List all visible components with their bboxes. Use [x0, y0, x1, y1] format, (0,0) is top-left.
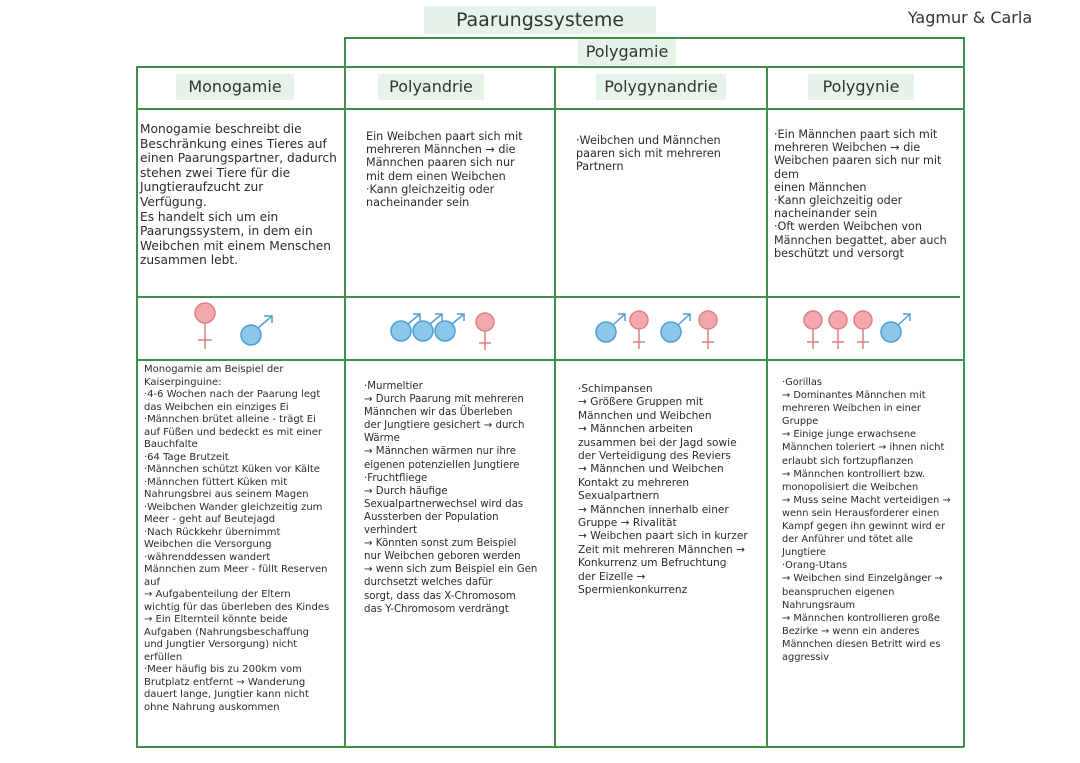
- text-line: verhindert: [364, 525, 417, 537]
- male-symbol-icon: [661, 314, 690, 342]
- text-line: ·Oft werden Weibchen von: [774, 220, 922, 234]
- text-line: Männchen diesen Betritt wird es: [782, 638, 941, 650]
- text-line: → Männchen wärmen nur ihre: [364, 446, 517, 458]
- text-line: → Männchen und Weibchen: [578, 463, 724, 476]
- grid-line: [554, 66, 556, 747]
- text-line: Jungtieraufzucht zur: [140, 180, 264, 195]
- text-line: Ein Weibchen paart sich mit: [366, 130, 523, 143]
- text-line: Kampf gegen ihn gewinnt wird er: [782, 521, 945, 533]
- symbols-monogamie: [180, 300, 290, 356]
- text-line: Männchen begattet, aber auch: [774, 233, 947, 247]
- grid-line: [344, 66, 346, 747]
- text-line: dauert lange, Jungtier kann nicht: [144, 689, 309, 700]
- page-title: Paarungssysteme: [424, 6, 656, 34]
- text-line: Gruppe → Rivalität: [578, 517, 677, 530]
- text-line: Aussterben der Population: [364, 511, 499, 523]
- text-line: und Jungtier Versorgung) nicht: [144, 639, 298, 650]
- text-line: Männchen und Weibchen: [578, 409, 712, 422]
- text-line: Beschränkung eines Tieres auf: [140, 136, 327, 151]
- text-line: → Männchen kontrollieren große: [782, 612, 940, 624]
- male-symbol-icon: [596, 314, 625, 342]
- text-line: wichtig für das überleben des Kindes: [144, 601, 330, 613]
- text-line: mehreren Männchen → die: [366, 143, 516, 157]
- header-polygynandrie: Polygynandrie: [596, 74, 726, 100]
- female-symbol-icon: [630, 311, 648, 349]
- text-line: ·Meer häufig bis zu 200km vom: [144, 664, 302, 675]
- text-line: Bauchfalte: [144, 439, 198, 450]
- text-line: einen Männchen: [774, 180, 867, 194]
- text-line: ·Männchen füttert Küken mit: [144, 476, 288, 488]
- text-line: Sexualpartnerwechsel wird das: [364, 498, 524, 510]
- definition-monogamie: [140, 122, 344, 268]
- text-line: Brutplatz entfernt → Wanderung: [144, 676, 306, 688]
- text-line: Kontakt zu mehreren: [578, 476, 690, 489]
- definition-polyandrie: [366, 130, 552, 209]
- text-line: ·4-6 Wochen nach der Paarung legt: [144, 389, 321, 400]
- text-line: Partnern: [576, 160, 624, 174]
- text-line: → Einige junge erwachsene: [782, 429, 917, 441]
- grid-line: [136, 746, 964, 748]
- text-line: ·64 Tage Brutzeit: [144, 451, 229, 463]
- text-line: eigenen potenziellen Jungtiere: [364, 459, 520, 471]
- text-line: nur Weibchen geboren werden: [364, 551, 521, 563]
- text-line: sorgt, dass das X-Chromosom: [364, 590, 516, 602]
- text-line: ·Männchen brütet alleine - trägt Ei: [144, 414, 316, 425]
- definition-polygynie: [774, 128, 960, 260]
- female-symbol-icon: [195, 303, 215, 349]
- text-line: Es handelt sich um ein: [140, 209, 279, 224]
- text-line: ·Gorillas: [782, 377, 823, 388]
- text-line: Nahrungsraum: [782, 599, 856, 611]
- symbols-polygynie: [798, 300, 922, 356]
- text-line: nacheinander sein: [774, 207, 878, 221]
- text-line: aggressiv: [782, 651, 830, 663]
- female-symbol-icon: [476, 313, 494, 350]
- grid-line: [136, 108, 964, 110]
- text-line: stehen zwei Tiere für die: [140, 165, 291, 180]
- male-symbol-icon: [881, 314, 910, 342]
- text-line: Wärme: [364, 433, 400, 445]
- female-symbol-icon: [804, 311, 822, 349]
- text-line: Männchen paaren sich nur: [366, 156, 515, 170]
- text-line: → Männchen arbeiten: [578, 423, 693, 436]
- text-line: → Muss seine Macht verteidigen →: [782, 494, 951, 506]
- grid-line: [963, 37, 965, 67]
- text-line: einen Paarungspartner, dadurch: [140, 151, 337, 166]
- text-line: Zeit mit mehreren Männchen →: [578, 543, 746, 556]
- text-line: Männchen wir das Überleben: [364, 407, 513, 419]
- grid-line: [136, 359, 964, 361]
- text-line: monopolisiert die Weibchen: [782, 481, 919, 493]
- text-line: Aufgaben (Nahrungsbeschaffung: [144, 626, 309, 638]
- text-line: → Männchen innerhalb einer: [578, 503, 729, 516]
- example-polygynie: [782, 376, 960, 664]
- text-line: mehreren Weibchen in einer: [782, 403, 921, 415]
- text-line: mehreren Weibchen → die: [774, 141, 921, 155]
- grid-line: [136, 66, 138, 747]
- text-line: Meer - geht auf Beutejagd: [144, 514, 276, 525]
- text-line: der Eizelle →: [578, 570, 646, 583]
- text-line: → Könnten sonst zum Beispiel: [364, 538, 517, 550]
- text-line: Konkurrenz um Befruchtung: [578, 557, 727, 570]
- text-line: Weibchen paaren sich nur mit dem: [774, 154, 942, 181]
- text-line: Bezirke → wenn ein anderes: [782, 625, 920, 637]
- text-line: Spermienkonkurrenz: [578, 584, 688, 597]
- text-line: Männchen zum Meer - füllt Reserven: [144, 564, 328, 575]
- header-polygynie: Polygynie: [808, 74, 914, 100]
- text-line: zusammen bei der Jagd sowie: [578, 436, 737, 449]
- text-line: Weibchen mit einem Menschen: [140, 238, 331, 253]
- text-line: Jungtiere: [782, 547, 826, 559]
- text-line: → Weibchen paart sich in kurzer: [578, 530, 748, 543]
- text-line: Männchen toleriert → ihnen nicht: [782, 442, 945, 454]
- text-line: → Durch häufige: [364, 485, 448, 497]
- text-line: ·währenddessen wandert: [144, 551, 271, 563]
- text-line: erlaubt sich fortzupflanzen: [782, 455, 914, 467]
- text-line: ·Kann gleichzeitig oder: [774, 194, 903, 208]
- text-line: → Größere Gruppen mit: [578, 396, 703, 409]
- grid-line: [963, 66, 965, 747]
- text-line: auf Füßen und bedeckt es mit einer: [144, 426, 322, 438]
- text-line: ·Orang-Utans: [782, 560, 848, 572]
- text-line: → Aufgabenteilung der Eltern: [144, 589, 291, 600]
- text-line: durchsetzt welches dafür: [364, 577, 493, 589]
- symbols-polyandrie: [384, 300, 508, 356]
- symbols-polygynandrie: [592, 300, 728, 356]
- text-line: Verfügung.: [140, 194, 207, 209]
- text-line: wenn sein Herausforderer einen: [782, 507, 940, 519]
- text-line: → wenn sich zum Beispiel ein Gen: [364, 564, 538, 576]
- text-line: der Anführer und tötet alle: [782, 534, 914, 546]
- female-symbol-icon: [854, 311, 872, 349]
- text-line: ·Ein Männchen paart sich mit: [774, 128, 938, 141]
- grid-line: [136, 66, 964, 68]
- text-line: → Dominantes Männchen mit: [782, 390, 926, 402]
- text-line: paaren sich mit mehreren: [576, 147, 721, 161]
- text-line: ·Fruchtfliege: [364, 472, 428, 484]
- header-monogamie: Monogamie: [176, 74, 294, 100]
- male-symbol-icon: [435, 314, 464, 341]
- text-line: ·Schimpansen: [578, 383, 653, 395]
- polygamie-header: Polygamie: [578, 39, 676, 65]
- text-line: Nahrungsbrei aus seinem Magen: [144, 489, 309, 500]
- text-line: Kaiserpinguine:: [144, 376, 222, 388]
- text-line: beanspruchen eigenen: [782, 586, 895, 598]
- text-line: Weibchen die Versorgung: [144, 539, 272, 550]
- text-line: ·Nach Rückkehr übernimmt: [144, 526, 281, 538]
- female-symbol-icon: [829, 311, 847, 349]
- text-line: Monogamie am Beispiel der: [144, 364, 284, 375]
- text-line: Paarungssystem, in dem ein: [140, 224, 313, 239]
- text-line: → Durch Paarung mit mehreren: [364, 394, 524, 406]
- text-line: → Ein Elternteil könnte beide: [144, 614, 288, 625]
- text-line: ·Männchen schützt Küken vor Kälte: [144, 464, 320, 475]
- text-line: beschützt und versorgt: [774, 246, 904, 260]
- grid-line: [344, 37, 346, 67]
- text-line: ·Weibchen Wander gleichzeitig zum: [144, 501, 323, 513]
- text-line: → Weibchen sind Einzelgänger →: [782, 573, 943, 585]
- example-monogamie: [144, 364, 342, 714]
- text-line: nacheinander sein: [366, 196, 470, 210]
- text-line: ·Weibchen und Männchen: [576, 134, 721, 147]
- female-symbol-icon: [699, 311, 717, 349]
- text-line: das Weibchen ein einziges Ei: [144, 401, 289, 413]
- text-line: zusammen lebt.: [140, 253, 239, 268]
- text-line: Sexualpartnern: [578, 490, 660, 503]
- text-line: ·Murmeltier: [364, 381, 423, 392]
- text-line: auf: [144, 576, 160, 588]
- text-line: ohne Nahrung auskommen: [144, 701, 280, 713]
- text-line: erfüllen: [144, 651, 183, 663]
- grid-line: [136, 296, 960, 298]
- text-line: ·Kann gleichzeitig oder: [366, 182, 495, 196]
- example-polygynandrie: [578, 383, 764, 598]
- text-line: der Verteidigung des Reviers: [578, 450, 731, 463]
- text-line: Monogamie beschreibt die: [140, 122, 302, 136]
- text-line: → Männchen kontrolliert bzw.: [782, 468, 926, 480]
- header-polyandrie: Polyandrie: [378, 74, 484, 100]
- text-line: mit dem einen Weibchen: [366, 169, 506, 183]
- example-polyandrie: [364, 380, 552, 616]
- definition-polygynandrie: [576, 134, 764, 174]
- male-symbol-icon: [241, 316, 272, 345]
- authors: Yagmur & Carla: [907, 8, 1033, 27]
- text-line: Gruppe: [782, 416, 819, 428]
- text-line: der Jungtiere gesichert → durch: [364, 420, 525, 432]
- grid-line: [766, 66, 768, 747]
- text-line: das Y-Chromosom verdrängt: [364, 603, 509, 615]
